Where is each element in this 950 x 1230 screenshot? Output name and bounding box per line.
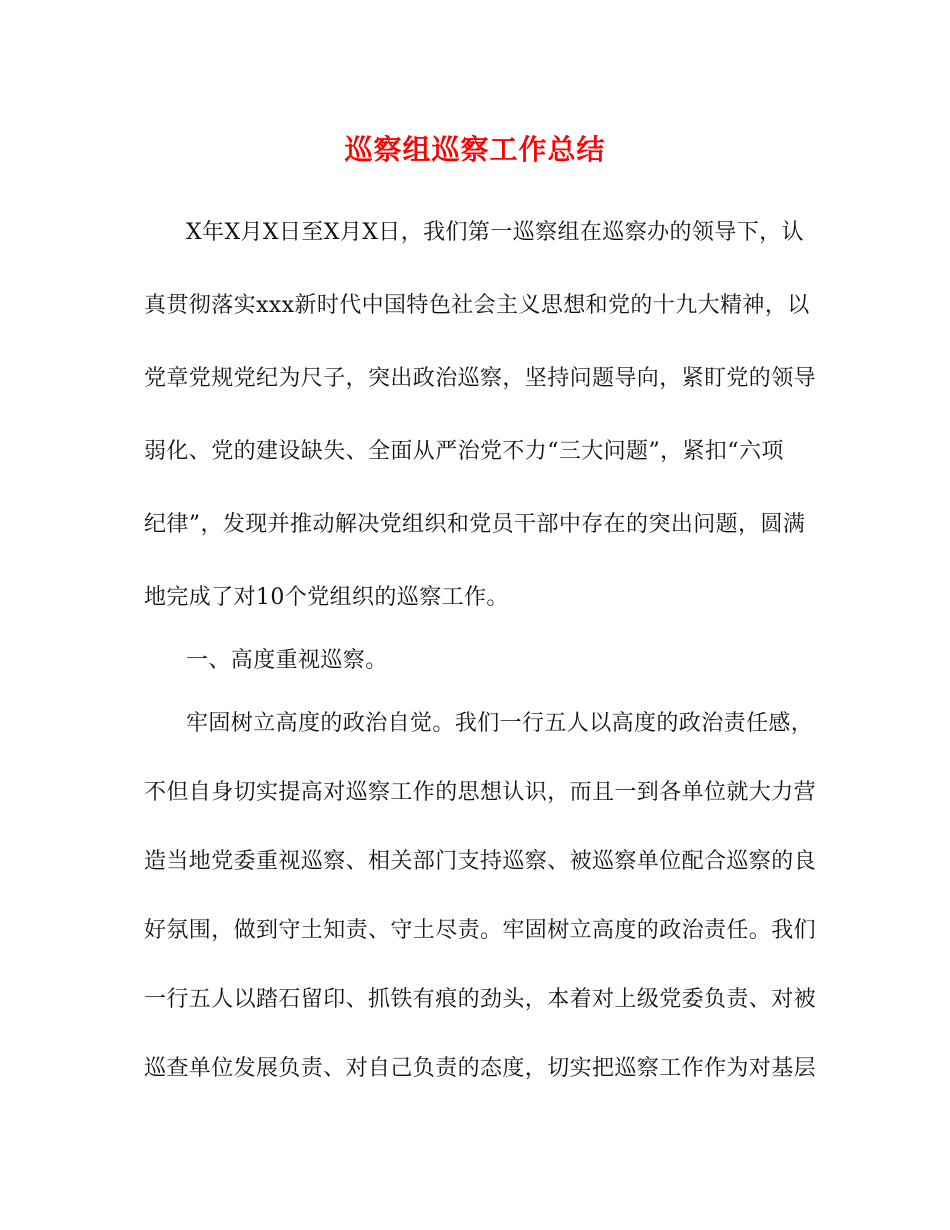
document-title: 巡察组巡察工作总结	[344, 133, 606, 166]
paragraph-line: 好氛围，做到守土知责、守土尽责。牢固树立高度的政治责任。我们	[144, 918, 817, 943]
paragraph-line: 造当地党委重视巡察、相关部门支持巡察、被巡察单位配合巡察的良	[144, 849, 817, 874]
paragraph-line: 真贯彻落实xxx新时代中国特色社会主义思想和党的十九大精神，以	[144, 293, 810, 318]
paragraph-line: X年X月X日至X月X日，我们第一巡察组在巡察办的领导下，认	[186, 220, 804, 245]
paragraph-line: 牢固树立高度的政治自觉。我们一行五人以高度的政治责任感，	[186, 711, 814, 736]
paragraph-line: 纪律”，发现并推动解决党组织和党员干部中存在的突出问题，圆满	[144, 512, 806, 537]
paragraph-line: 不但自身切实提高对巡察工作的思想认识，而且一到各单位就大力营	[144, 780, 817, 805]
paragraph-line: 巡查单位发展负责、对自己负责的态度，切实把巡察工作作为对基层	[144, 1056, 817, 1081]
paragraph-line: 弱化、党的建设缺失、全面从严治党不力“三大问题”，紧扣“六项	[144, 439, 784, 464]
paragraph-line: 党章党规党纪为尺子，突出政治巡察，坚持问题导向，紧盯党的领导	[144, 366, 817, 391]
paragraph-line: 地完成了对10个党组织的巡察工作。	[144, 585, 509, 610]
paragraph-line: 一行五人以踏石留印、抓铁有痕的劲头，本着对上级党委负责、对被	[144, 987, 817, 1012]
section-heading: 一、高度重视巡察。	[186, 648, 388, 673]
